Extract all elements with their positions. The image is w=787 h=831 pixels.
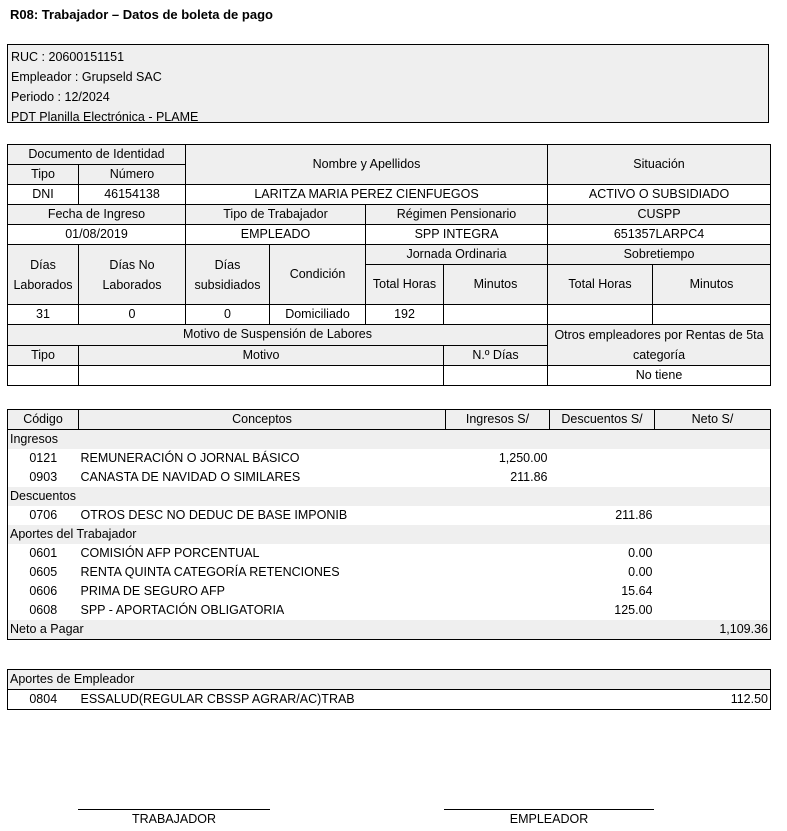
tipo-doc-value: DNI [8,185,79,205]
empleador-signature-line [444,809,654,810]
table-row [8,544,771,563]
row-amount: 112.50 [655,690,771,710]
regimen-header: Régimen Pensionario [366,205,548,225]
tipo-trabajador-value: EMPLEADO [186,225,366,245]
suspension-tipo-header: Tipo [8,345,79,366]
row-neto [655,449,771,468]
table-row [8,506,771,525]
suspension-dias-value [444,366,548,386]
condicion-header: Condición [270,245,366,305]
row-code: 0121 [8,449,79,468]
row-code: 0608 [8,601,79,620]
suspension-tipo-value [8,366,79,386]
row-ingreso [446,690,550,710]
neto-header: Neto S/ [655,410,771,430]
row-descuento: 0.00 [628,546,653,560]
regimen-value: SPP INTEGRA [366,225,548,245]
employer-line: Empleador : Grupseld SAC [11,70,162,84]
nombre-header: Nombre y Apellidos [186,145,548,185]
ruc-line: RUC : 20600151151 [11,50,125,64]
suspension-motivo-value [79,366,444,386]
codigo-header: Código [8,410,79,430]
row-ingreso [446,506,550,525]
cuspp-value: 651357LARPC4 [548,225,771,245]
situacion-header: Situación [548,145,771,185]
pdt-line: PDT Planilla Electrónica - PLAME [11,110,199,124]
row-neto [655,506,771,525]
sobretiempo-header: Sobretiempo [548,245,771,265]
row-concept: PRIMA DE SEGURO AFP [80,584,225,598]
row-neto [655,468,771,487]
fecha-ingreso-value: 01/08/2019 [8,225,186,245]
report-title: R08: Trabajador – Datos de boleta de pago [10,7,273,22]
row-descuento [550,468,655,487]
row-concept: SPP - APORTACIÓN OBLIGATORIA [80,603,285,617]
jornada-minutos-header: Minutos [444,265,548,305]
dias-subsidiados-header: Días subsidiados [186,245,270,305]
row-ingreso [446,582,550,601]
worker-info-table [7,144,771,386]
table-row [8,690,771,710]
row-code: 0706 [8,506,79,525]
row-code: 0804 [8,690,79,710]
dias-no-laborados-header: Días No Laborados [79,245,186,305]
row-ingreso: 1,250.00 [498,451,548,465]
aportes-empleador-header: Aportes de Empleador [8,670,771,690]
row-code: 0903 [8,468,79,487]
fecha-ingreso-header: Fecha de Ingreso [8,205,186,225]
row-concept: COMISIÓN AFP PORCENTUAL [80,546,260,560]
row-concept: ESSALUD(REGULAR CBSSP AGRAR/AC)TRAB [79,690,446,710]
dias-laborados-value: 31 [8,305,79,325]
numero-doc-header: Número [79,165,186,185]
sobretiempo-minutos-value [653,305,771,325]
tipo-doc-header: Tipo [8,165,79,185]
tipo-trabajador-header: Tipo de Trabajador [186,205,366,225]
period-line: Periodo : 12/2024 [11,90,110,104]
row-descuento: 15.64 [621,584,653,598]
numero-doc-value: 46154138 [79,185,186,205]
trabajador-signature-line [78,809,270,810]
suspension-motivo-header: Motivo [79,345,444,366]
row-neto [655,563,771,582]
ingresos-header: Ingresos S/ [446,410,550,430]
row-ingreso [446,563,550,582]
table-row [8,563,771,582]
row-descuento: 0.00 [628,565,653,579]
condicion-value: Domiciliado [270,305,366,325]
trabajador-signature-label: TRABAJADOR [131,812,217,826]
motivo-suspension-header: Motivo de Suspensión de Labores [8,325,548,346]
concepts-table [7,409,771,640]
otros-empleadores-header: Otros empleadores por Rentas de 5ta categoría [548,325,771,366]
cuspp-header: CUSPP [548,205,771,225]
nombre-value: LARITZA MARIA PEREZ CIENFUEGOS [186,185,548,205]
suspension-dias-header: N.º Días [444,345,548,366]
descuentos-header: Descuentos S/ [550,410,655,430]
row-concept: RENTA QUINTA CATEGORÍA RETENCIONES [80,565,340,579]
dias-laborados-header: Días Laborados [8,245,79,305]
row-descuento: 125.00 [614,603,653,617]
otros-empleadores-value: No tiene [548,366,771,386]
situacion-value: ACTIVO O SUBSIDIADO [548,185,771,205]
row-code: 0606 [8,582,79,601]
sobretiempo-horas-value [548,305,653,325]
row-concept: CANASTA DE NAVIDAD O SIMILARES [80,470,301,484]
table-row [8,468,771,487]
jornada-minutos-value [444,305,548,325]
section-descuentos: Descuentos [8,487,771,506]
doc-identidad-header: Documento de Identidad [8,145,186,165]
table-row [8,449,771,468]
row-ingreso [446,601,550,620]
dias-no-laborados-value: 0 [79,305,186,325]
employer-header-box [7,44,769,123]
jornada-header: Jornada Ordinaria [366,245,548,265]
row-descuento [550,690,655,710]
row-neto [655,544,771,563]
row-code: 0605 [8,563,79,582]
jornada-horas-header: Total Horas [366,265,444,305]
empleador-signature-label: EMPLEADOR [509,812,589,826]
row-ingreso [446,544,550,563]
neto-pagar-value: 1,109.36 [655,620,771,640]
row-neto [655,601,771,620]
dias-subsidiados-value: 0 [186,305,270,325]
conceptos-header: Conceptos [79,410,446,430]
row-concept: REMUNERACIÓN O JORNAL BÁSICO [80,451,300,465]
section-ingresos: Ingresos [8,430,771,450]
sobretiempo-minutos-header: Minutos [653,265,771,305]
row-descuento: 211.86 [615,508,653,522]
row-descuento [550,449,655,468]
jornada-horas-value: 192 [366,305,444,325]
table-row [8,582,771,601]
section-aportes-trabajador: Aportes del Trabajador [8,525,771,544]
row-neto [655,582,771,601]
table-row [8,601,771,620]
neto-pagar-label: Neto a Pagar [8,620,655,640]
row-concept: OTROS DESC NO DEDUC DE BASE IMPONIB [80,508,348,522]
row-code: 0601 [8,544,79,563]
row-ingreso: 211.86 [510,470,548,484]
sobretiempo-horas-header: Total Horas [548,265,653,305]
employer-contributions-table [7,669,771,710]
